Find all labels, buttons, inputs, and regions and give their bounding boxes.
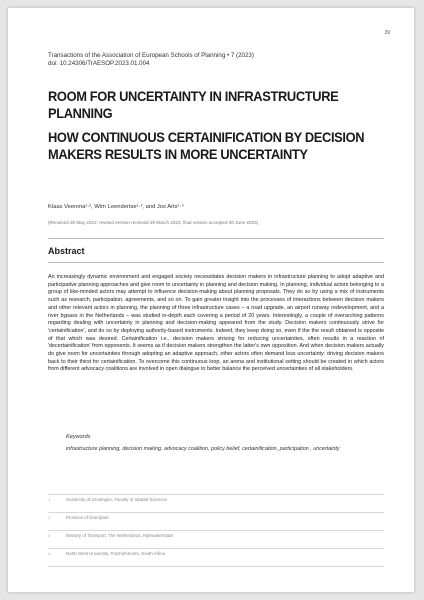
divider: [48, 238, 384, 239]
footnote: [48, 530, 384, 548]
footnote-text: University of Groningen, Faculty of Spatial Sciences: [66, 497, 168, 502]
authors: Klaas Veenma¹·², Wim Leendertse¹·³, and Jos Arts¹·⁴: [48, 204, 184, 210]
journal-name: Transactions of the Association of European Schools of Planning • 7 (2023): [48, 52, 254, 59]
footnote-marker: 1: [48, 497, 51, 502]
divider: [48, 262, 384, 263]
keywords-label: Keywords: [66, 434, 91, 440]
footnote-text: Ministry of Transport, The Netherlands, Rijkswaterstaat: [66, 533, 173, 538]
paper-page: [8, 8, 414, 592]
journal-header: [48, 52, 378, 68]
keywords: infrastructure planning, decision making, advocacy coalition, policy belief, certainification, participation , uncertainty: [66, 446, 340, 452]
footnote-text: Province of Overijssel: [66, 515, 109, 520]
paper-subtitle: HOW CONTINUOUS CERTAINIFICATION BY DECISION MAKERS RESULTS IN MORE UNCERTAINTY: [48, 129, 365, 162]
footnote-marker: 2: [48, 515, 51, 520]
footnote-text: North West University, Potchefstroom, South Africa: [66, 551, 165, 556]
affiliation-footnotes: [48, 494, 384, 567]
footnote: [48, 548, 384, 567]
abstract-heading: Abstract: [48, 246, 85, 256]
doi: doi: 10.24306/TrAESOP.2023.01.004: [48, 60, 150, 67]
abstract-text: An increasingly dynamic environment and engaged society necessitates decision makers in infrastructure planning to adopt adaptive and participative planning approaches and give room to uncertainty in planning and decision making. In planning, individual actors belonging to a group of like-minded actors may attempt to influence decision-making about planning proposals. They do so by using a mix of instruments such as research, participation, agreements, and so on. To gain greater insight into the processes of interactions between decision makers and other relevant actors in planning, the planning of three infrastructure cases – a road upgrade, an airport runway redevelopment, and a river bypass in the Netherlands – was studied in-depth each covering a period of 20 years. Interestingly, a couple of overarching patterns regarding dealing with uncertainty in planning and decision-making appeared from the study. Decision makers continuously strive for 'certainification', and do so by deploying authority-based instruments. Indeed, they keep doing so, even if the the result obtained is opposite of that which was desired. Certainification i.e., decision makers striving for reducing uncertainties, often results in a reaction of 'decertainification' from opponents. It seems as if decision makers strengthen the latter's own opposition. And when decision makers actually do give room for uncertainties through adopting an adaptive approach, other actors often demand less uncertainty: driving decision makers back to their thirst for certainification. To overcome this continuous loop, an arena and institutional setting should be created in which actors from different advocacy coalitions are involved in open dialogue to better balance the perceived uncertainties of all stakeholders.: [48, 274, 384, 373]
paper-title: ROOM FOR UNCERTAINTY IN INFRASTRUCTURE PLANNING: [48, 88, 339, 121]
footnote: [48, 512, 384, 530]
footnote: [48, 494, 384, 512]
footnote-marker: 4: [48, 551, 51, 556]
title-block: [48, 88, 388, 163]
received-dates: (Received 30 May 2022; revised version received 29 March 2023, final version accepted 30 June 2023): [48, 220, 259, 225]
footnote-marker: 3: [48, 533, 51, 538]
page-number: 39: [384, 30, 390, 36]
